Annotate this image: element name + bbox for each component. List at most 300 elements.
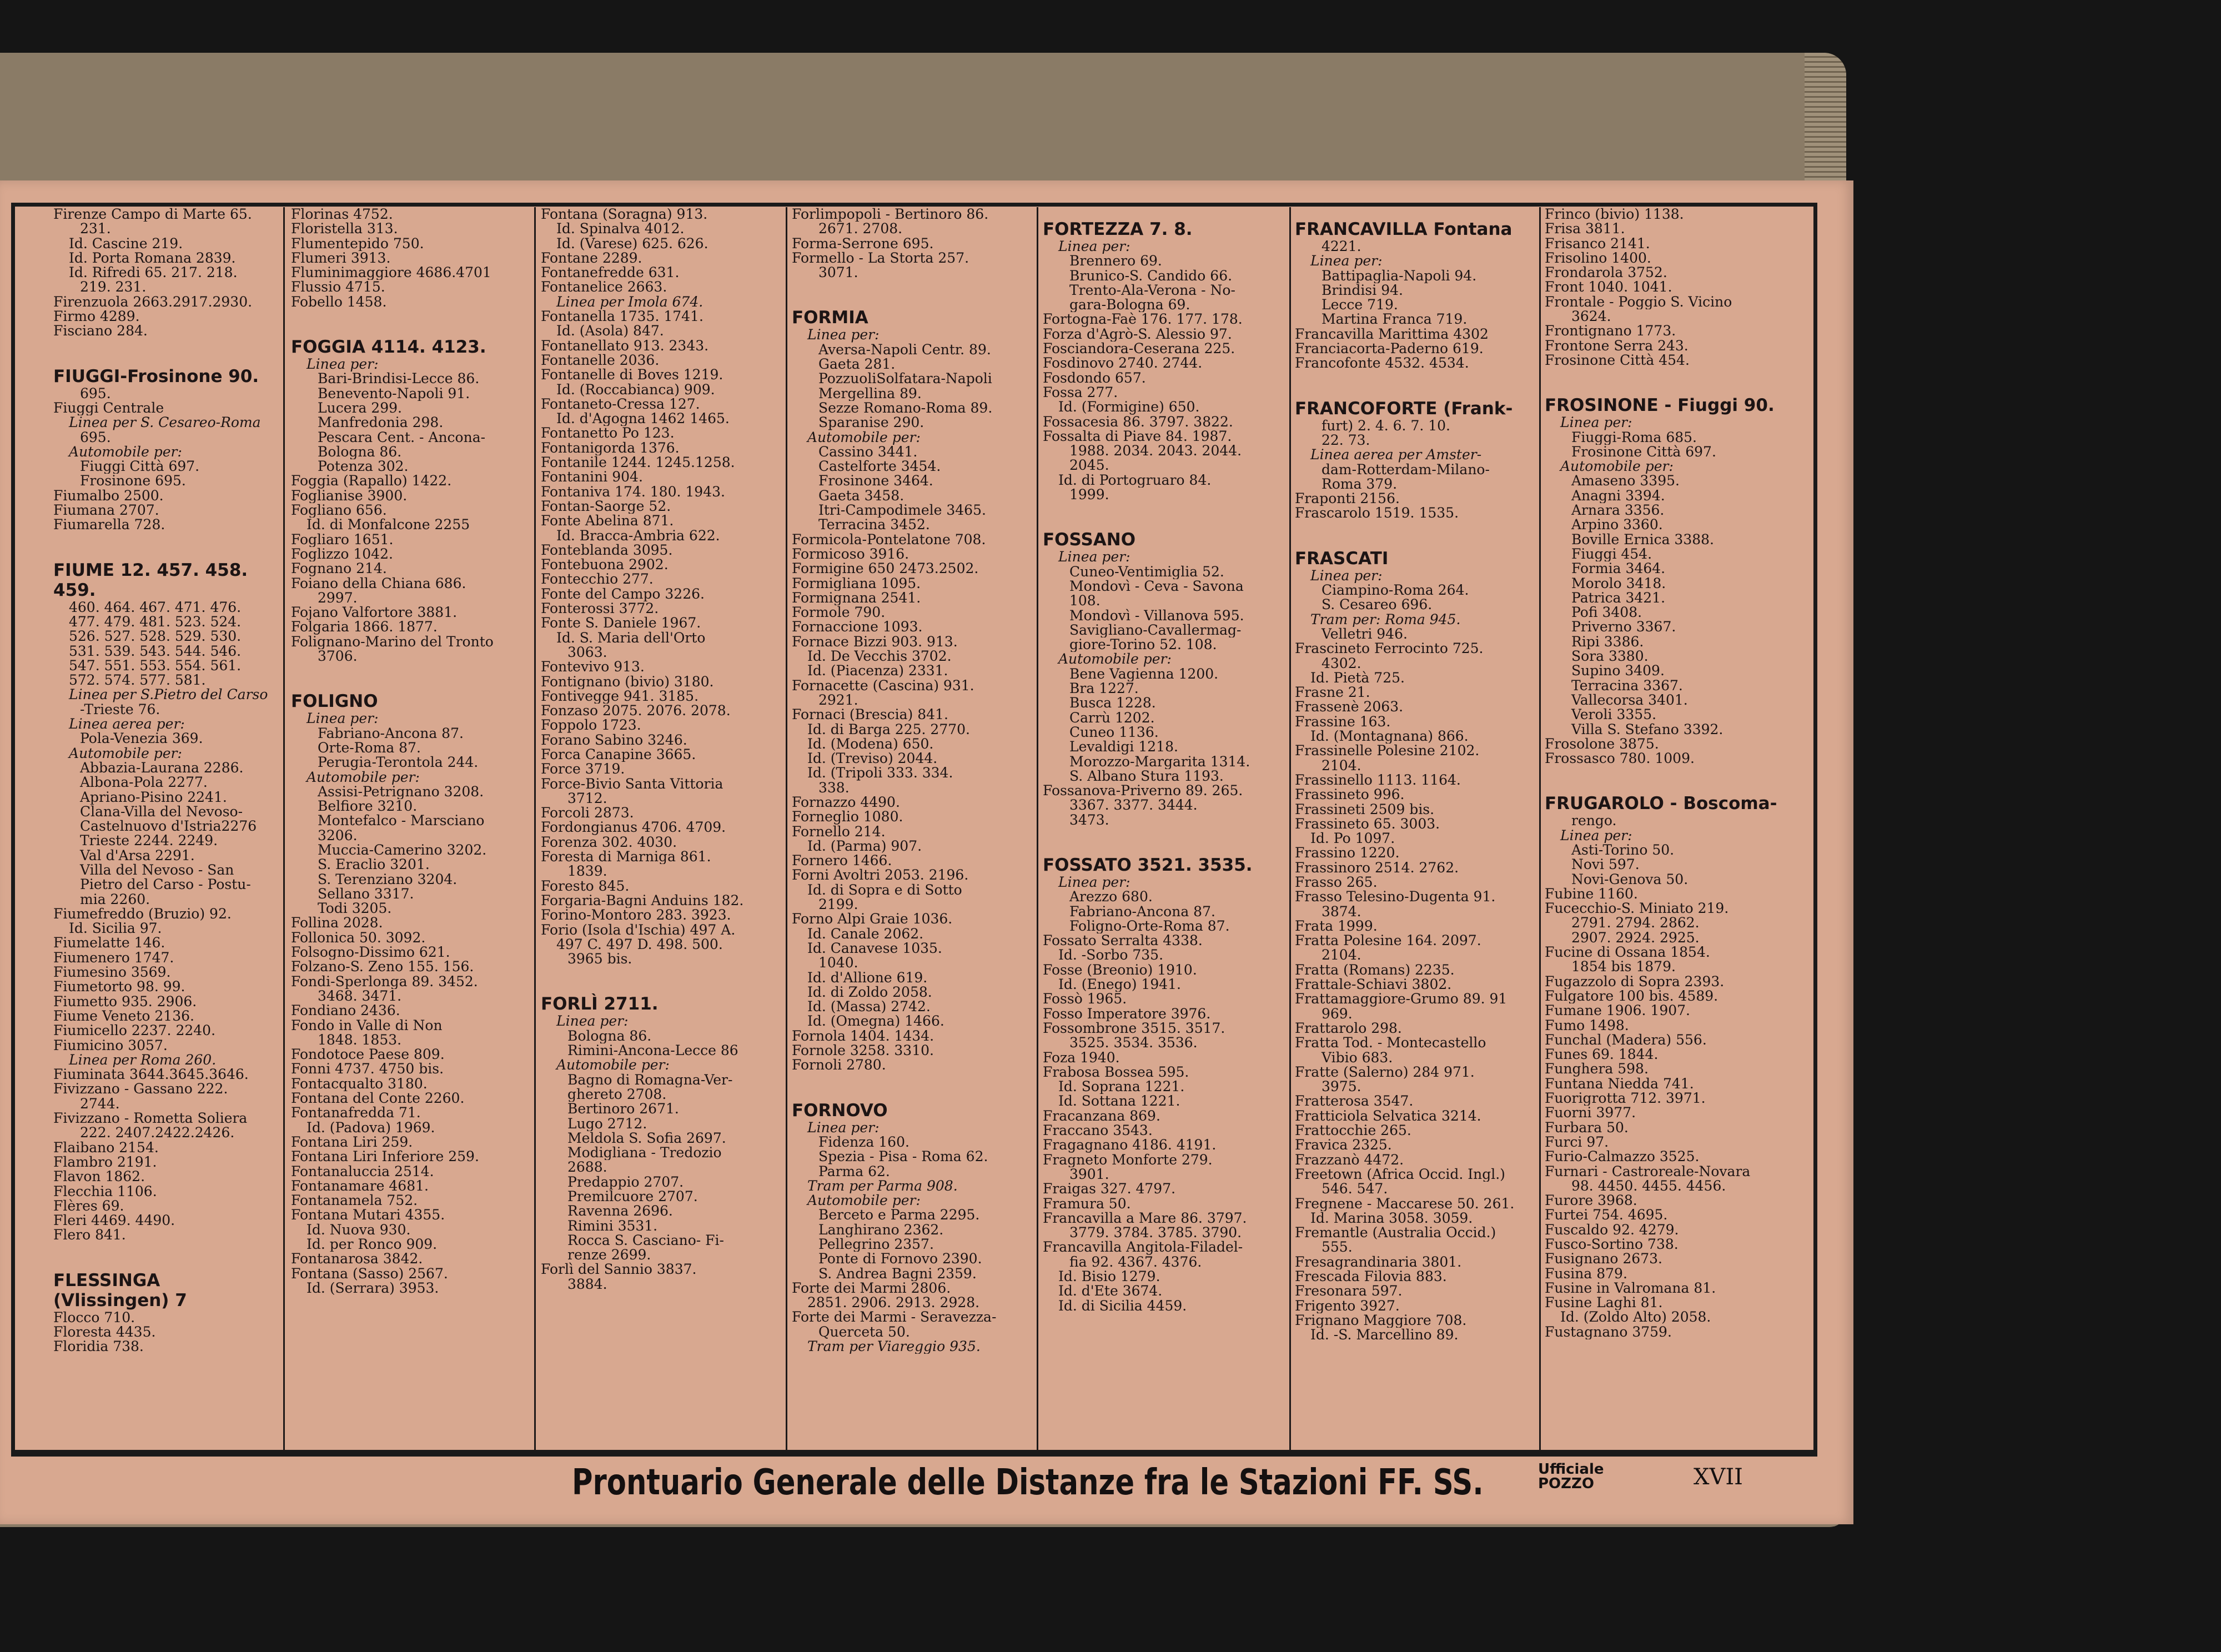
directory-entry: 2104. [1321, 948, 1361, 963]
directory-entry: Fubine 1160. [1545, 886, 1638, 902]
directory-entry: Fiuminata 3644.3645.3646. [53, 1067, 249, 1082]
directory-entry: Fornaccione 1093. [792, 620, 923, 635]
directory-entry: Villa S. Stefano 3392. [1571, 722, 1723, 737]
directory-entry: Fiuggi 454. [1571, 546, 1652, 562]
directory-entry: Linea per: [1560, 415, 1632, 430]
directory-entry: 108. [1069, 594, 1101, 609]
directory-entry: Id. d'Allione 619. [807, 970, 928, 985]
directory-entry: Foiano della Chiana 686. [291, 576, 466, 591]
section-heading: FOLIGNO [291, 691, 378, 712]
directory-entry: 338. [818, 780, 850, 795]
directory-entry: Id. (Roccabianca) 909. [556, 382, 715, 397]
column-rule [1539, 207, 1541, 1451]
directory-entry: Flavon 1862. [53, 1169, 145, 1184]
directory-entry: Linea per: [1058, 550, 1130, 565]
directory-entry: Fonterossi 3772. [541, 601, 659, 616]
page-edges [1805, 53, 1846, 186]
directory-entry: Id. di Zoldo 2058. [807, 985, 932, 1000]
directory-entry: Busca 1228. [1069, 696, 1156, 711]
directory-entry: Freetown (Africa Occid. Ingl.) [1295, 1167, 1505, 1182]
directory-entry: Funghera 598. [1545, 1062, 1649, 1077]
directory-entry: Brindisi 94. [1321, 283, 1403, 298]
directory-entry: Ripi 3386. [1571, 634, 1644, 650]
directory-entry: Fratte (Salerno) 284 971. [1295, 1064, 1475, 1080]
directory-entry: Fontanellato 913. 2343. [541, 338, 709, 353]
column-7 [1541, 207, 1786, 1451]
directory-entry: Rimini 3531. [567, 1218, 658, 1233]
directory-entry: Id. Nuova 930. [306, 1222, 411, 1237]
directory-entry: Novi-Genova 50. [1571, 872, 1689, 887]
directory-entry: Itri-Campodimele 3465. [818, 503, 986, 518]
directory-entry: Brennero 69. [1069, 254, 1162, 269]
directory-entry: Fontanamare 4681. [291, 1178, 429, 1194]
directory-entry: Spezia - Pisa - Roma 62. [818, 1149, 988, 1164]
directory-entry: Funtana Niedda 741. [1545, 1076, 1694, 1092]
directory-entry: Id. Cascine 219. [69, 236, 183, 251]
directory-entry: 531. 539. 543. 544. 546. [69, 644, 242, 659]
directory-entry: Fornacette (Cascina) 931. [792, 678, 974, 693]
directory-entry: Id. (Montagnana) 866. [1310, 729, 1469, 744]
column-rule [1289, 207, 1291, 1451]
directory-entry: Automobile per: [69, 444, 182, 460]
directory-entry: Forio (Isola d'Ischia) 497 A. [541, 922, 736, 937]
directory-entry: Id. Canale 2062. [807, 926, 924, 941]
section-heading: FORMIA [792, 308, 868, 328]
directory-entry: Furci 97. [1545, 1134, 1609, 1150]
directory-entry: 1854 bis 1879. [1571, 960, 1676, 975]
directory-entry: Fisciano 284. [53, 324, 148, 339]
page-footer [572, 1452, 1821, 1513]
directory-entry: 222. 2407.2422.2426. [80, 1126, 235, 1141]
directory-entry: Premilcuore 2707. [567, 1189, 698, 1204]
directory-entry: Floridia 738. [53, 1339, 144, 1354]
directory-entry: Orte-Roma 87. [318, 740, 421, 756]
directory-entry: mia 2260. [80, 892, 150, 907]
directory-entry: Id. (Massa) 2742. [807, 1000, 931, 1015]
directory-entry: S. Albano Stura 1193. [1069, 769, 1224, 784]
directory-entry: 2045. [1069, 458, 1109, 473]
directory-entry: Fontana Liri 259. [291, 1134, 413, 1150]
directory-entry: Folsogno-Dissimo 621. [291, 945, 450, 960]
directory-entry: Id. Pietà 725. [1310, 670, 1405, 686]
directory-entry: Fontanigorda 1376. [541, 440, 680, 456]
directory-entry: Castelforte 3454. [818, 459, 941, 474]
column-1 [50, 207, 278, 1451]
directory-entry: Tram per Viareggio 935. [807, 1339, 981, 1354]
directory-entry: Bologna 86. [318, 444, 402, 460]
directory-entry: 2744. [80, 1096, 120, 1112]
directory-entry: Id. Porta Romana 2839. [69, 250, 236, 266]
directory-entry: gara-Bologna 69. [1069, 298, 1190, 313]
directory-entry: 3206. [318, 828, 358, 843]
directory-entry: Fondotoce Paese 809. [291, 1047, 445, 1062]
directory-entry: 546. 547. [1321, 1182, 1388, 1197]
directory-entry: Frosinone Città 697. [1571, 444, 1716, 460]
directory-entry: Id. di Sicilia 4459. [1058, 1298, 1187, 1313]
column-2 [288, 207, 532, 1451]
directory-entry: Linea per Imola 674. [556, 294, 704, 310]
directory-entry: Fossacesia 86. 3797. 3822. [1043, 414, 1233, 429]
column-4 [788, 207, 1033, 1451]
directory-entry: Id. (Zoldo Alto) 2058. [1560, 1310, 1711, 1325]
directory-entry: Foglizzo 1042. [291, 546, 393, 562]
directory-entry: 3473. [1069, 812, 1109, 827]
directory-entry: Id. (Parma) 907. [807, 838, 922, 854]
directory-entry: Fornoli 2780. [792, 1058, 886, 1073]
directory-entry: Fontanile 1244. 1245.1258. [541, 455, 735, 470]
directory-entry: S. Terenziano 3204. [318, 872, 458, 887]
directory-entry: 555. [1321, 1240, 1353, 1255]
directory-entry: Fontivegge 941. 3185. [541, 689, 699, 704]
directory-entry: Frosolone 3875. [1545, 736, 1659, 752]
directory-entry: Fosse (Breonio) 1910. [1043, 962, 1197, 978]
column-6 [1292, 207, 1536, 1451]
directory-entry: Frisa 3811. [1545, 222, 1625, 237]
directory-entry: Id. -S. Marcellino 89. [1310, 1328, 1459, 1343]
directory-entry: Sora 3380. [1571, 649, 1649, 664]
directory-entry: Castelnuovo d'Istria2276 [80, 819, 257, 834]
directory-entry: Potenza 302. [318, 459, 409, 474]
directory-entry: Francavilla a Mare 86. 3797. [1043, 1211, 1247, 1226]
directory-entry: Furbara 50. [1545, 1120, 1629, 1135]
directory-entry: Fontan-Saorge 52. [541, 499, 671, 514]
directory-entry: Frontale - Poggio S. Vicino [1545, 294, 1732, 310]
directory-entry: 3975. [1321, 1079, 1361, 1094]
directory-entry: Funchal (Madera) 556. [1545, 1032, 1707, 1048]
directory-entry: Flumeri 3913. [291, 250, 391, 266]
spacer [1545, 368, 1786, 383]
section-heading: FORTEZZA 7. 8. [1043, 219, 1193, 239]
directory-entry: Id. per Ronco 909. [306, 1237, 438, 1252]
directory-entry: Frasne 21. [1295, 685, 1370, 700]
section-heading: FRANCAVILLA Fontana [1295, 219, 1513, 239]
directory-entry: Floresta 4435. [53, 1325, 156, 1340]
publisher-line-1: Ufficiale [1538, 1461, 1604, 1478]
directory-entry: Patrica 3421. [1571, 590, 1666, 606]
directory-entry: Id. S. Maria dell'Orto [556, 630, 706, 645]
directory-entry: Fracanzana 869. [1043, 1108, 1160, 1124]
directory-entry: Fontecchio 277. [541, 572, 654, 587]
directory-entry: Automobile per: [306, 770, 420, 785]
directory-entry: Pola-Venezia 369. [80, 731, 203, 746]
directory-entry: Folgaria 1866. 1877. [291, 620, 438, 635]
directory-entry: 477. 479. 481. 523. 524. [69, 614, 242, 630]
directory-entry: Fobello 1458. [291, 294, 387, 310]
directory-entry: Id. (Modena) 650. [807, 736, 934, 752]
directory-entry: Fluminimaggiore 4686.4701 [291, 265, 491, 280]
directory-entry: Id. di Barga 225. 2770. [807, 722, 970, 737]
directory-entry: Frassino 1220. [1295, 846, 1400, 861]
directory-entry: Francavilla Marittima 4302 [1295, 327, 1489, 342]
directory-entry: Linea per: [1560, 828, 1632, 843]
directory-entry: Folignano-Marino del Tronto [291, 634, 494, 650]
directory-entry: 1988. 2034. 2043. 2044. [1069, 444, 1242, 459]
directory-entry: Linea per: [556, 1014, 629, 1029]
directory-entry: Morozzo-Margarita 1314. [1069, 754, 1250, 769]
directory-entry: Belfiore 3210. [318, 799, 418, 814]
directory-entry: 4221. [1321, 239, 1361, 254]
directory-entry: Formello - La Storta 257. [792, 250, 969, 266]
section-heading: FROSINONE - Fiuggi 90. [1545, 395, 1775, 416]
directory-entry: Formignana 2541. [792, 590, 921, 606]
directory-entry: 3779. 3784. 3785. 3790. [1069, 1226, 1242, 1241]
directory-entry: rengo. [1571, 814, 1617, 828]
directory-entry: Berceto e Parma 2295. [818, 1208, 980, 1223]
directory-entry: Fumane 1906. 1907. [1545, 1003, 1690, 1018]
directory-entry: Fiumetorto 98. 99. [53, 980, 185, 995]
directory-entry: Automobile per: [1560, 459, 1674, 474]
directory-entry: Linea per: [306, 357, 379, 372]
directory-entry: PozzuoliSolfatara-Napoli [818, 371, 992, 386]
directory-entry: Fonte del Campo 3226. [541, 586, 705, 602]
directory-entry: Frignano Maggiore 708. [1295, 1313, 1467, 1328]
directory-entry: Fontignano (bivio) 3180. [541, 674, 714, 689]
spacer [1043, 502, 1287, 518]
directory-entry: Parma 62. [818, 1164, 890, 1179]
directory-entry: 231. [80, 222, 111, 237]
directory-entry: Fontanafredda 71. [291, 1106, 421, 1121]
directory-entry: Id. Canavese 1035. [807, 941, 942, 956]
spacer [1295, 371, 1536, 386]
directory-entry: Fosciandora-Ceserana 225. [1043, 342, 1235, 356]
directory-entry: Asti-Torino 50. [1571, 842, 1675, 858]
directory-entry: Fucecchio-S. Miniato 219. [1545, 901, 1729, 916]
directory-entry: Todi 3205. [318, 901, 392, 916]
directory-entry: Fontana (Soragna) 913. [541, 207, 708, 222]
spacer [541, 966, 782, 982]
directory-entry: Fiumetto 935. 2906. [53, 994, 197, 1009]
directory-entry: Frassineto 996. [1295, 787, 1405, 802]
directory-entry: Gaeta 3458. [818, 488, 905, 504]
directory-entry: Fonte Abelina 871. [541, 514, 674, 529]
directory-entry: Bertinoro 2671. [567, 1102, 679, 1117]
directory-entry: Sparanise 290. [818, 415, 924, 430]
directory-entry: Fragneto Monforte 279. [1043, 1152, 1213, 1167]
publisher-mark [1538, 1462, 1604, 1491]
directory-entry: Id. (Serrara) 3953. [306, 1281, 439, 1296]
directory-entry: Fivizzano - Gassano 222. [53, 1082, 228, 1097]
directory-entry: Assisi-Petrignano 3208. [318, 784, 484, 800]
directory-entry: Florinas 4752. [291, 207, 393, 222]
directory-entry: 2791. 2794. 2862. [1571, 916, 1700, 931]
directory-entry: Frinco (bivio) 1138. [1545, 207, 1684, 222]
directory-entry: Frondarola 3752. [1545, 265, 1667, 280]
directory-entry: Meldola S. Sofia 2697. [567, 1131, 726, 1146]
directory-entry: Fiuggi Città 697. [80, 459, 200, 474]
directory-entry: Veroli 3355. [1571, 707, 1657, 722]
directory-entry: Bologna 86. [567, 1028, 652, 1044]
directory-entry: ghereto 2708. [567, 1087, 667, 1102]
directory-entry: Fiume Veneto 2136. [53, 1008, 194, 1024]
directory-entry: 98. 4450. 4455. 4456. [1571, 1178, 1726, 1194]
directory-entry: Foppolo 1723. [541, 718, 641, 733]
directory-entry: Fornola 1404. 1434. [792, 1028, 934, 1044]
directory-entry: Fontaneto-Cressa 127. [541, 396, 700, 412]
directory-entry: Fontane 2289. [541, 250, 642, 266]
directory-entry: Linea per S.Pietro del Carso [69, 687, 268, 702]
directory-entry: Levaldigi 1218. [1069, 740, 1178, 755]
directory-entry: Fontanefredde 631. [541, 265, 680, 280]
directory-entry: Automobile per: [556, 1058, 670, 1073]
directory-entry: Bra 1227. [1069, 681, 1139, 696]
directory-entry: Frassine 163. [1295, 714, 1391, 730]
directory-entry: Manfredonia 298. [318, 415, 444, 430]
directory-entry: Fusco-Sortino 738. [1545, 1237, 1679, 1252]
spacer [291, 664, 532, 679]
directory-entry: Fiumalbo 2500. [53, 488, 164, 504]
directory-entry: 460. 464. 467. 471. 476. [69, 600, 242, 615]
directory-entry: Flero 841. [53, 1228, 126, 1243]
directory-entry: Abbazia-Laurana 2286. [80, 760, 244, 776]
directory-entry: 526. 527. 528. 529. 530. [69, 629, 242, 644]
directory-entry: Ciampino-Roma 264. [1321, 583, 1469, 598]
directory-entry: Id. di Portogruaro 84. [1058, 473, 1212, 488]
directory-entry: Formigliana 1095. [792, 576, 921, 591]
directory-entry: Fontacqualto 3180. [291, 1076, 428, 1092]
directory-entry: Automobile per: [807, 1193, 921, 1208]
directory-entry: Clana-Villa del Nevoso- [80, 804, 243, 820]
directory-entry: Fondiano 2436. [291, 1003, 400, 1018]
directory-entry: S. Eraclio 3201. [318, 857, 430, 872]
directory-entry: Lecce 719. [1321, 298, 1398, 313]
directory-entry: Terracina 3452. [818, 518, 930, 533]
directory-entry: Fontanini 904. [541, 470, 643, 485]
directory-entry: Lucera 299. [318, 400, 402, 416]
directory-entry: Frontone Serra 243. [1545, 338, 1689, 353]
directory-entry: Forni Avoltri 2053. 2196. [792, 868, 969, 883]
directory-entry: Fiumana 2707. [53, 503, 159, 518]
directory-entry: Fordongianus 4706. 4709. [541, 820, 726, 835]
directory-entry: -Trieste 76. [80, 702, 160, 717]
directory-entry: Fiumarella 728. [53, 518, 165, 533]
directory-entry: 3712. [567, 791, 607, 806]
directory-entry: Forlimpopoli - Bertinoro 86. [792, 207, 989, 222]
directory-entry: 547. 551. 553. 554. 561. [69, 658, 242, 674]
directory-entry: Perugia-Terontola 244. [318, 755, 479, 770]
directory-entry: Id. di Sopra e di Sotto [807, 882, 962, 898]
directory-entry: Fornazzo 4490. [792, 795, 900, 810]
directory-entry: Id. Marina 3058. 3059. [1310, 1211, 1473, 1226]
directory-entry: furt) 2. 4. 6. 7. 10. [1321, 418, 1451, 433]
directory-entry: Fontana Mutari 4355. [291, 1208, 445, 1223]
directory-entry: Id. (Formigine) 650. [1058, 400, 1200, 415]
column-5 [1039, 207, 1287, 1451]
directory-entry: 2199. [818, 897, 858, 912]
column-3 [537, 207, 782, 1451]
directory-entry: Pellegrino 2357. [818, 1237, 934, 1252]
directory-entry: Rocca S. Casciano- Fi- [567, 1233, 724, 1248]
directory-entry: Linea aerea per: [69, 717, 185, 732]
directory-entry: Albona-Pola 2277. [80, 775, 208, 790]
column-rule [1037, 207, 1038, 1451]
directory-entry: Bari-Brindisi-Lecce 86. [318, 371, 480, 386]
directory-entry: Flocco 710. [53, 1310, 135, 1325]
directory-entry: Fontanelle di Boves 1219. [541, 368, 723, 383]
directory-entry: Fornace Bizzi 903. 913. [792, 634, 958, 650]
directory-entry: Furtei 754. 4695. [1545, 1208, 1668, 1223]
directory-entry: Linea per: [1310, 568, 1383, 584]
directory-entry: Pescara Cent. - Ancona- [318, 430, 486, 445]
directory-entry: Fratterosa 3547. [1295, 1094, 1414, 1109]
directory-entry: Pofi 3408. [1571, 605, 1642, 620]
directory-entry: Id. (Omegna) 1466. [807, 1014, 944, 1029]
directory-entry: Foresto 845. [541, 878, 630, 893]
directory-entry: Fossò 1965. [1043, 992, 1127, 1007]
directory-entry: Id. (Enego) 1941. [1058, 977, 1181, 992]
directory-entry: Frassineto 65. 3003. [1295, 816, 1440, 832]
directory-entry: Savigliano-Cavallermag- [1069, 622, 1242, 638]
directory-entry: Foresta di Marniga 861. [541, 850, 711, 865]
directory-entry: Fraccano 3543. [1043, 1123, 1153, 1138]
directory-entry: 3901. [1069, 1167, 1109, 1182]
directory-entry: Carrù 1202. [1069, 710, 1155, 725]
directory-entry: Frazzanò 4472. [1295, 1152, 1404, 1167]
directory-entry: Id. De Vecchis 3702. [807, 649, 952, 664]
directory-entry: Forcoli 2873. [541, 806, 634, 821]
spacer [792, 280, 1033, 295]
directory-entry: Fiumicino 3057. [53, 1038, 168, 1053]
directory-entry: Furio-Calmazzo 3525. [1545, 1149, 1700, 1164]
publisher-line-2: POZZO [1538, 1475, 1594, 1492]
directory-entry: Arpino 3360. [1571, 518, 1663, 533]
directory-entry: Fondi-Sperlonga 89. 3452. [291, 974, 478, 989]
directory-entry: Frassinoro 2514. 2762. [1295, 860, 1459, 875]
directory-entry: Id. (Padova) 1969. [306, 1120, 435, 1135]
directory-entry: 1839. [567, 864, 607, 879]
directory-entry: Muccia-Camerino 3202. [318, 842, 487, 858]
directory-entry: Frescada Filovia 883. [1295, 1269, 1447, 1284]
directory-entry: Roma 379. [1321, 476, 1398, 492]
directory-entry: Flecchia 1106. [53, 1184, 157, 1199]
directory-entry: Furnari - Castroreale-Novara [1545, 1164, 1751, 1179]
directory-entry: Fontevivo 913. [541, 660, 645, 675]
directory-entry: Firenze Campo di Marte 65. [53, 207, 252, 222]
directory-entry: Linea per: [1058, 239, 1130, 254]
directory-entry: Fondo in Valle di Non [291, 1018, 443, 1033]
directory-entry: Fontanamela 752. [291, 1193, 418, 1208]
directory-entry: Fratta (Romans) 2235. [1295, 962, 1455, 978]
directory-entry: Trieste 2244. 2249. [80, 833, 218, 848]
directory-entry: Linea per: [1310, 254, 1383, 269]
directory-entry: Formigine 650 2473.2502. [792, 561, 979, 576]
directory-entry: 2671. 2708. [818, 222, 903, 237]
directory-entry: Forgaria-Bagni Anduins 182. [541, 893, 744, 908]
directory-entry: Fontanelice 2663. [541, 280, 667, 295]
directory-entry: Fleri 4469. 4490. [53, 1213, 175, 1228]
directory-entry: Fivizzano - Rometta Soliera [53, 1111, 248, 1126]
directory-entry: Follonica 50. 3092. [291, 930, 426, 946]
directory-entry: 4302. [1321, 656, 1361, 671]
directory-entry: Arnara 3356. [1571, 503, 1665, 518]
directory-entry: 2688. [567, 1160, 607, 1175]
directory-entry: 3965 bis. [567, 952, 632, 967]
directory-entry: Forano Sabino 3246. [541, 732, 687, 747]
directory-entry: Fuorni 3977. [1545, 1106, 1636, 1121]
directory-entry: Formia 3464. [1571, 561, 1666, 576]
directory-entry: Ponte di Fornovo 2390. [818, 1252, 982, 1267]
directory-entry: Fonteblanda 3095. [541, 543, 673, 558]
section-heading: FOGGIA 4114. 4123. [291, 337, 486, 358]
section-heading: FORLÌ 2711. [541, 994, 659, 1015]
directory-entry: Frassinello 1113. 1164. [1295, 772, 1461, 788]
directory-entry: 3884. [567, 1277, 607, 1292]
directory-entry: Frontignano 1773. [1545, 324, 1676, 339]
section-heading: FLESSINGA (Vlissingen) 7 [53, 1270, 187, 1310]
directory-entry: Firmo 4289. [53, 309, 140, 324]
directory-entry: Forca Canapine 3665. [541, 747, 696, 762]
directory-entry: Frattocchie 265. [1295, 1123, 1411, 1138]
directory-entry: Force-Bivio Santa Vittoria [541, 776, 723, 791]
